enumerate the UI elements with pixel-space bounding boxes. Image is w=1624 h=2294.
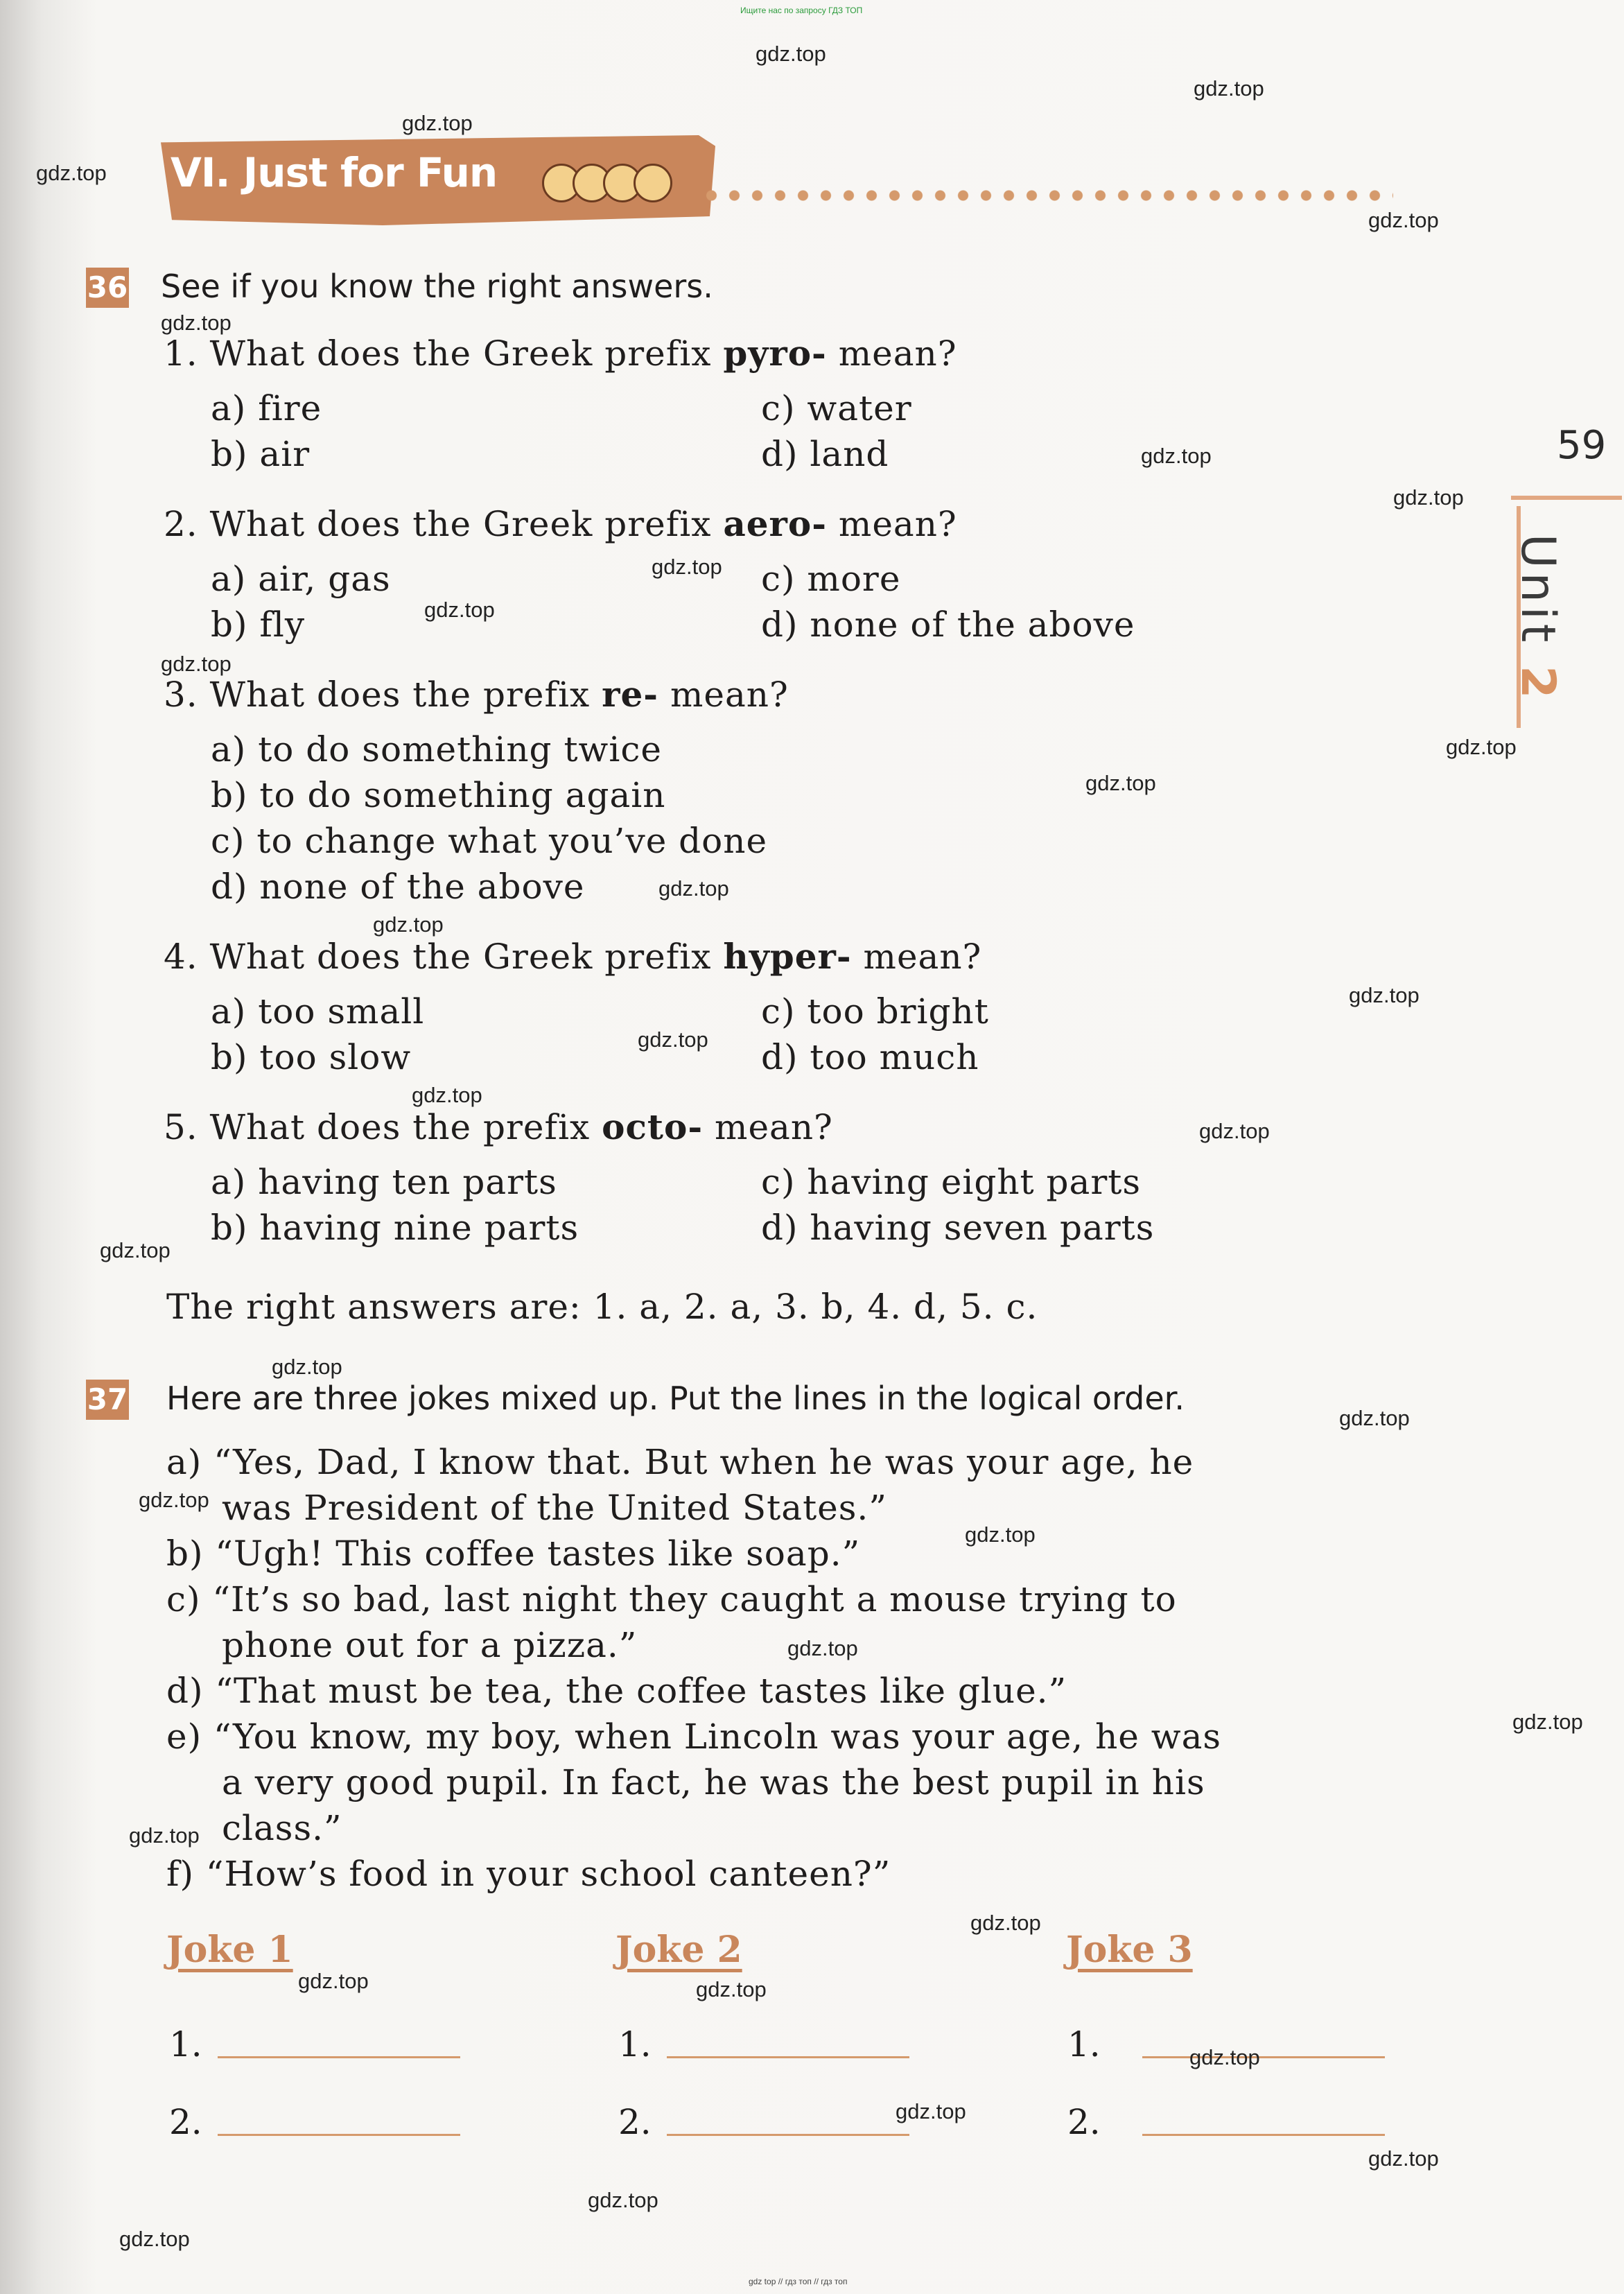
watermark: gdz.top (652, 555, 722, 579)
watermark: gdz.top (1512, 1710, 1583, 1734)
watermark: gdz.top (298, 1969, 369, 1993)
answer-blank[interactable] (1142, 2056, 1385, 2058)
answer-number: 1. (618, 2024, 652, 2065)
watermark: gdz.top (1368, 2146, 1439, 2171)
option-c: c) to change what you’ve done (211, 821, 768, 861)
watermark: gdz.top (373, 912, 444, 937)
answer-blank[interactable] (667, 2134, 909, 2136)
watermark: gdz.top (1085, 771, 1156, 795)
unit-label: Unit 2 (1510, 534, 1565, 703)
question-4: 4. What does the Greek prefix hyper- mean? (164, 936, 982, 977)
answer-number: 1. (1067, 2024, 1101, 2065)
answers-line: The right answers are: 1. a, 2. a, 3. b, 4. d, 5. c. (166, 1287, 1038, 1327)
answer-number: 2. (618, 2102, 652, 2142)
watermark: gdz.top (787, 1636, 858, 1660)
answer-blank[interactable] (218, 2056, 460, 2058)
option-d: d) none of the above (211, 867, 585, 907)
question-3: 3. What does the prefix re- mean? (164, 674, 789, 715)
watermark: gdz.top (658, 876, 729, 901)
answer-number: 2. (169, 2102, 202, 2142)
option-b: b) too slow (211, 1037, 412, 1077)
exercise-instruction: See if you know the right answers. (161, 268, 713, 305)
unit-divider (1511, 496, 1622, 500)
joke-line-a: a) “Yes, Dad, I know that. But when he was your age, he (166, 1442, 1194, 1482)
watermark: gdz.top (100, 1238, 171, 1262)
option-a: a) too small (211, 991, 425, 1032)
option-a: a) fire (211, 388, 322, 428)
watermark: gdz.top (1393, 485, 1464, 510)
option-d: d) having seven parts (761, 1208, 1155, 1248)
smiley-icon (634, 164, 672, 202)
joke-line-f: f) “How’s food in your school canteen?” (166, 1854, 891, 1894)
watermark: gdz.top (412, 1083, 482, 1107)
bottom-caption: gdz top // гдз топ // гдз топ (749, 2277, 848, 2286)
joke-line-e-cont: class.” (222, 1808, 342, 1848)
option-b: b) to do something again (211, 775, 666, 815)
watermark: gdz.top (588, 2188, 658, 2212)
watermark: gdz.top (638, 1027, 708, 1052)
joke-line-c: c) “It’s so bad, last night they caught a mouse trying to (166, 1579, 1177, 1619)
watermark: gdz.top (402, 111, 473, 135)
watermark: gdz.top (756, 42, 826, 66)
option-d: d) none of the above (761, 605, 1135, 645)
watermark: gdz.top (1199, 1119, 1270, 1143)
watermark: gdz.top (1189, 2045, 1260, 2069)
watermark: gdz.top (424, 598, 495, 622)
answer-number: 1. (169, 2024, 202, 2065)
option-c: c) too bright (761, 991, 989, 1032)
option-d: d) land (761, 434, 889, 474)
option-c: c) water (761, 388, 912, 428)
watermark: gdz.top (965, 1522, 1036, 1547)
option-b: b) having nine parts (211, 1208, 579, 1248)
watermark: gdz.top (696, 1977, 767, 2001)
option-c: c) more (761, 559, 901, 599)
joke-2-title: Joke 2 (615, 1929, 742, 1971)
answer-blank[interactable] (667, 2056, 909, 2058)
answer-number: 2. (1067, 2102, 1101, 2142)
section-title: VI. Just for Fun (171, 149, 498, 196)
watermark: gdz.top (1446, 735, 1517, 759)
top-caption: Ищите нас по запросу ГДЗ ТОП (740, 6, 863, 15)
answer-blank[interactable] (218, 2134, 460, 2136)
page-number: 59 (1557, 423, 1607, 468)
joke-1-title: Joke 1 (166, 1929, 293, 1971)
watermark: gdz.top (139, 1488, 209, 1512)
watermark: gdz.top (129, 1823, 200, 1848)
watermark: gdz.top (1141, 444, 1212, 468)
option-a: a) air, gas (211, 559, 391, 599)
option-b: b) fly (211, 605, 306, 645)
dotted-divider (700, 189, 1393, 202)
joke-line-b: b) “Ugh! This coffee tastes like soap.” (166, 1533, 861, 1574)
exercise-number: 37 (86, 1380, 129, 1420)
watermark: gdz.top (1194, 76, 1264, 101)
joke-line-e: e) “You know, my boy, when Lincoln was your age, he was (166, 1717, 1222, 1757)
watermark: gdz.top (970, 1911, 1041, 1935)
watermark: gdz.top (161, 652, 232, 676)
watermark: gdz.top (272, 1355, 342, 1379)
option-a: a) having ten parts (211, 1162, 557, 1202)
option-d: d) too much (761, 1037, 979, 1077)
joke-3-title: Joke 3 (1066, 1929, 1193, 1971)
question-1: 1. What does the Greek prefix pyro- mean? (164, 333, 957, 374)
watermark: gdz.top (1339, 1406, 1410, 1430)
exercise-instruction: Here are three jokes mixed up. Put the lines in the logical order. (166, 1380, 1185, 1417)
watermark: gdz.top (1368, 208, 1439, 232)
joke-line-d: d) “That must be tea, the coffee tastes like glue.” (166, 1671, 1067, 1711)
joke-line-a-cont: was President of the United States.” (222, 1488, 887, 1528)
option-b: b) air (211, 434, 311, 474)
question-5: 5. What does the prefix octo- mean? (164, 1106, 833, 1147)
joke-line-e-cont: a very good pupil. In fact, he was the best pupil in his (222, 1762, 1205, 1802)
watermark: gdz.top (1349, 983, 1420, 1007)
option-c: c) having eight parts (761, 1162, 1142, 1202)
option-a: a) to do something twice (211, 729, 662, 770)
joke-line-c-cont: phone out for a pizza.” (222, 1625, 638, 1665)
watermark: gdz.top (119, 2227, 190, 2251)
watermark: gdz.top (36, 161, 107, 185)
question-2: 2. What does the Greek prefix aero- mean? (164, 503, 957, 544)
watermark: gdz.top (896, 2099, 966, 2123)
answer-blank[interactable] (1142, 2134, 1385, 2136)
watermark: gdz.top (161, 311, 232, 335)
exercise-number: 36 (86, 268, 129, 308)
